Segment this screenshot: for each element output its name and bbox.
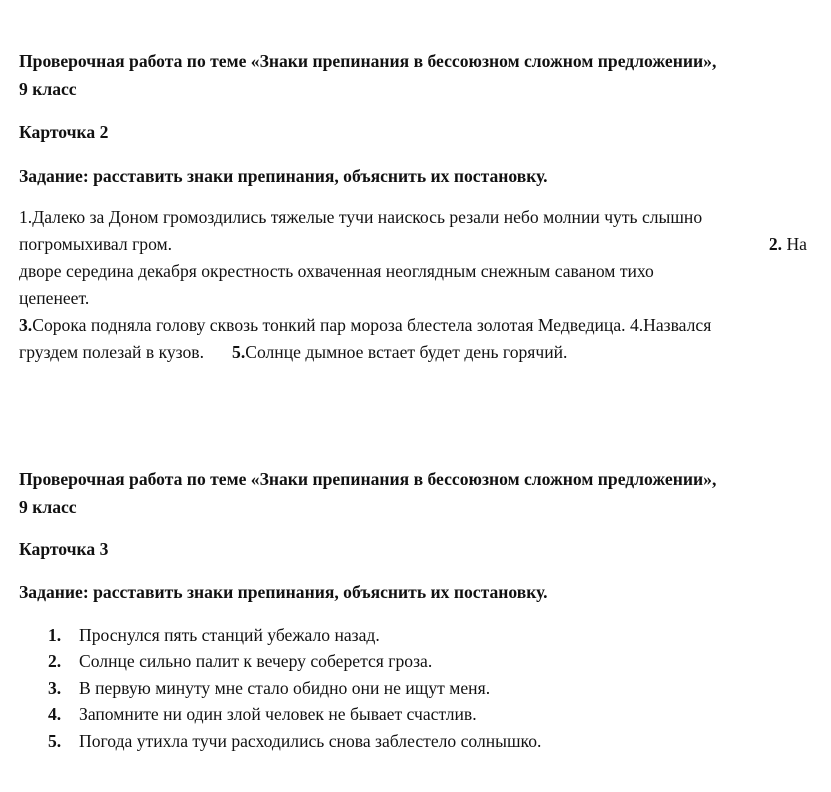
card-2-line-2: погромыхивал гром.	[19, 234, 173, 254]
card-2-title-line1: Проверочная работа по теме «Знаки препинания в бессоюзном сложном предложении»,	[19, 51, 717, 71]
card-3-label: Карточка 3	[19, 539, 109, 559]
card-2-task: Задание: расставить знаки препинания, объяснить их постановку.	[19, 166, 548, 186]
list-item-number: 3.	[48, 677, 62, 698]
card-2-line-3: дворе середина декабря окрестность охваченная неоглядным снежным саваном тихо	[19, 261, 654, 281]
card-3-title-line2: 9 класс	[19, 497, 77, 517]
list-item	[48, 648, 541, 674]
card-3-sentence-list	[48, 622, 541, 754]
list-item	[48, 728, 541, 754]
card-2-line-6-text: груздем полезай в кузов.	[19, 342, 205, 362]
list-item-number: 1.	[48, 625, 62, 645]
card-3-task: Задание: расставить знаки препинания, объяснить их постановку.	[19, 582, 548, 602]
card-2-line-6-end: Солнце дымное встает будет день горячий.	[245, 342, 568, 362]
card-2-line-6	[19, 341, 567, 363]
card-2-label: Карточка 2	[19, 122, 109, 142]
list-item-text: Запомните ни один злой человек не бывает счастлив.	[79, 704, 477, 725]
card-2-title-line2: 9 класс	[19, 79, 77, 99]
list-item-number: 2.	[48, 651, 62, 672]
list-item	[48, 622, 541, 648]
list-item-number: 5.	[48, 730, 62, 751]
card-2-line-2-right	[769, 233, 807, 255]
sentence-number: 3.	[19, 315, 33, 335]
list-item	[48, 701, 541, 727]
card-2-line-5	[19, 314, 711, 336]
sentence-number: 5.	[232, 342, 246, 362]
list-item	[48, 675, 541, 701]
list-item-text: Солнце сильно палит к вечеру соберется гроза.	[79, 651, 433, 672]
card-2-line-1: 1.Далеко за Доном громоздились тяжелые тучи наискось резали небо молнии чуть слышно	[19, 207, 703, 227]
card-3-title-line1: Проверочная работа по теме «Знаки препинания в бессоюзном сложном предложении»,	[19, 469, 717, 489]
card-3-title	[19, 465, 819, 521]
list-item-number: 4.	[48, 704, 62, 725]
list-item-text: Погода утихла тучи расходились снова заблестело солнышко.	[79, 730, 542, 751]
list-item-text: Проснулся пять станций убежало назад.	[79, 625, 380, 645]
sentence-number: 2.	[768, 234, 783, 254]
card-2-line-2-end: На	[782, 234, 807, 254]
card-2-title	[19, 47, 819, 103]
card-2-line-4: цепенеет.	[19, 288, 90, 308]
list-item-text: В первую минуту мне стало обидно они не ищут меня.	[79, 677, 491, 698]
card-2-line-5-text: Сорока подняла голову сквозь тонкий пар мороза блестела золотая Медведица. 4.Назвался	[32, 315, 712, 335]
